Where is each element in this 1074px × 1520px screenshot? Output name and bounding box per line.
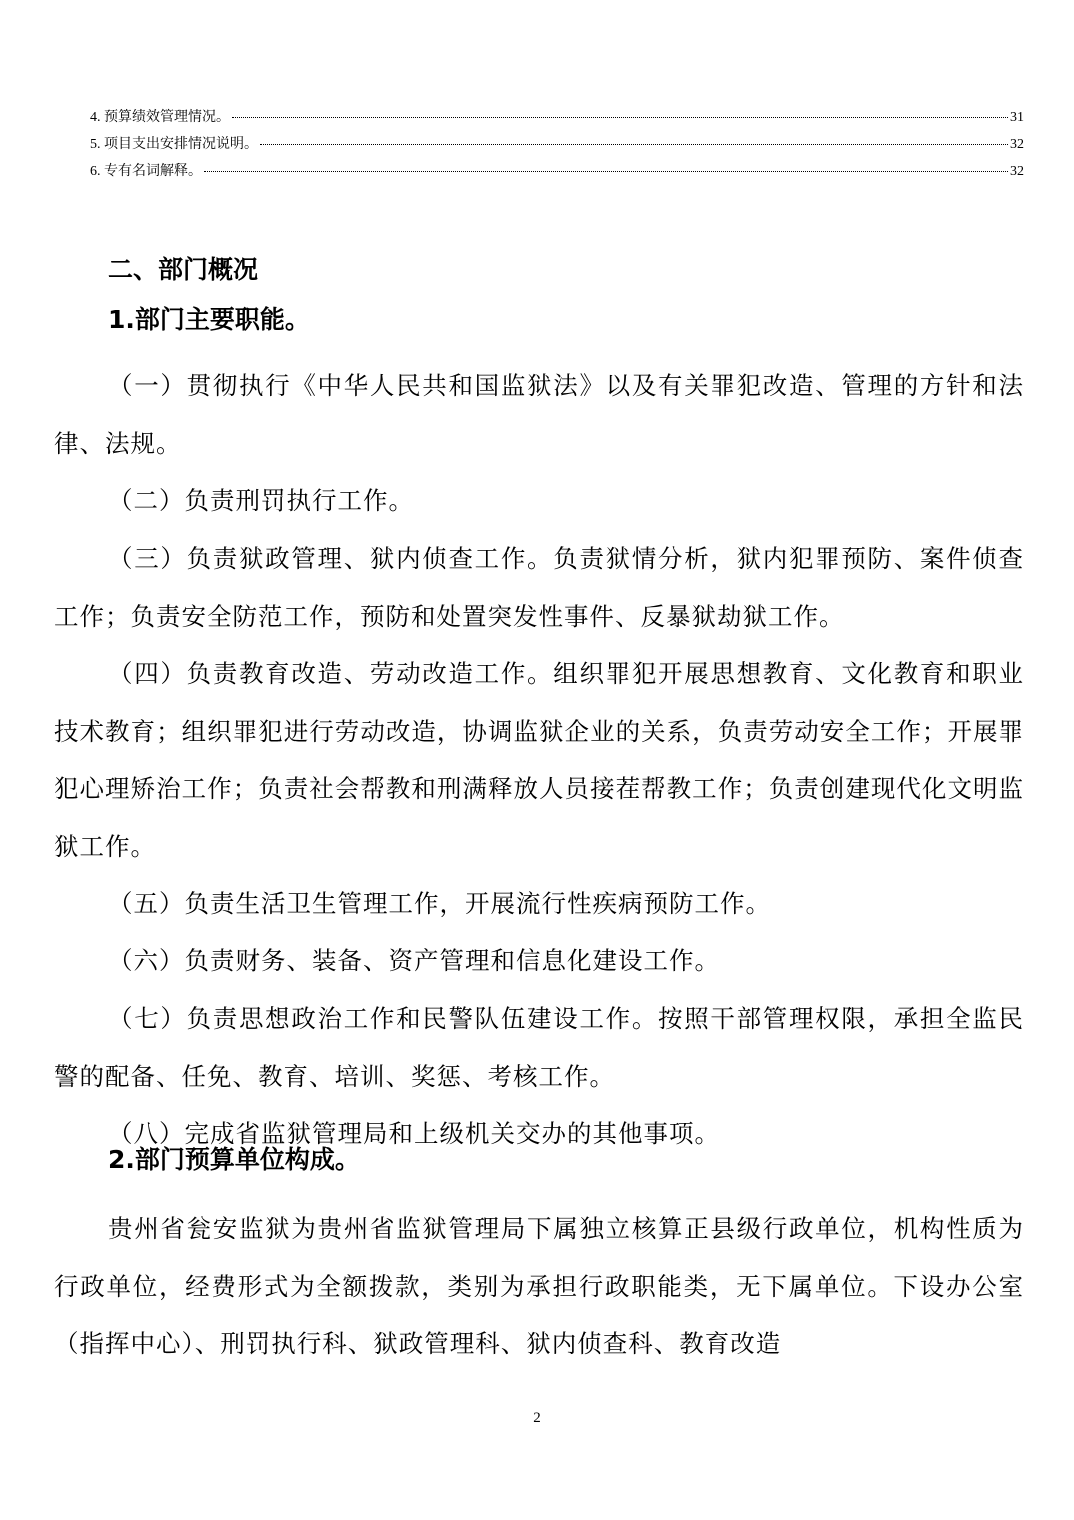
toc-leader-dots [204,171,1008,172]
body-paragraph: （七）负责思想政治工作和民警队伍建设工作。按照干部管理权限，承担全监民警的配备、任免、教育、培训、奖惩、考核工作。 [54,1004,1024,1091]
subsection-heading-functions: 1.部门主要职能。 [108,305,310,334]
toc-item[interactable] [90,133,1024,160]
toc-item-page: 31 [1010,110,1024,125]
body-paragraph: （四）负责教育改造、劳动改造工作。组织罪犯开展思想教育、文化教育和职业技术教育；组织罪犯进行劳动改造，协调监狱企业的关系，负责劳动安全工作；开展罪犯心理矫治工作；负责社会帮教和刑满释放人员接茬帮教工作；负责创建现代化文明监狱工作。 [54,659,1024,861]
toc-item-page: 32 [1010,137,1024,152]
body-paragraph: （一）贯彻执行《中华人民共和国监狱法》以及有关罪犯改造、管理的方针和法律、法规。 [54,371,1024,458]
body-paragraph: （二）负责刑罚执行工作。 [108,486,414,515]
body-paragraph: 贵州省瓮安监狱为贵州省监狱管理局下属独立核算正县级行政单位，机构性质为行政单位，经费形式为全额拨款，类别为承担行政职能类，无下属单位。下设办公室（指挥中心）、刑罚执行科、狱政管理科、狱内侦查科、教育改造 [54,1214,1024,1358]
toc-item[interactable] [90,160,1024,187]
table-of-contents [90,106,1024,187]
page-number: 2 [533,1410,541,1426]
body-paragraph: （五）负责生活卫生管理工作，开展流行性疾病预防工作。 [108,889,771,918]
toc-item-label: 5. 项目支出安排情况说明。 [90,137,258,152]
section-heading: 二、部门概况 [108,255,259,284]
toc-item[interactable] [90,106,1024,133]
subsection-heading-units: 2.部门预算单位构成。 [108,1145,360,1174]
toc-item-page: 32 [1010,164,1024,179]
body-paragraph: （三）负责狱政管理、狱内侦查工作。负责狱情分析，狱内犯罪预防、案件侦查工作；负责安全防范工作，预防和处置突发性事件、反暴狱劫狱工作。 [54,544,1024,631]
toc-item-label: 4. 预算绩效管理情况。 [90,110,230,125]
toc-leader-dots [260,144,1008,145]
body-paragraph: （六）负责财务、装备、资产管理和信息化建设工作。 [108,946,720,975]
body-paragraph: （八）完成省监狱管理局和上级机关交办的其他事项。 [108,1119,720,1148]
toc-leader-dots [232,117,1008,118]
toc-item-label: 6. 专有名词解释。 [90,164,202,179]
